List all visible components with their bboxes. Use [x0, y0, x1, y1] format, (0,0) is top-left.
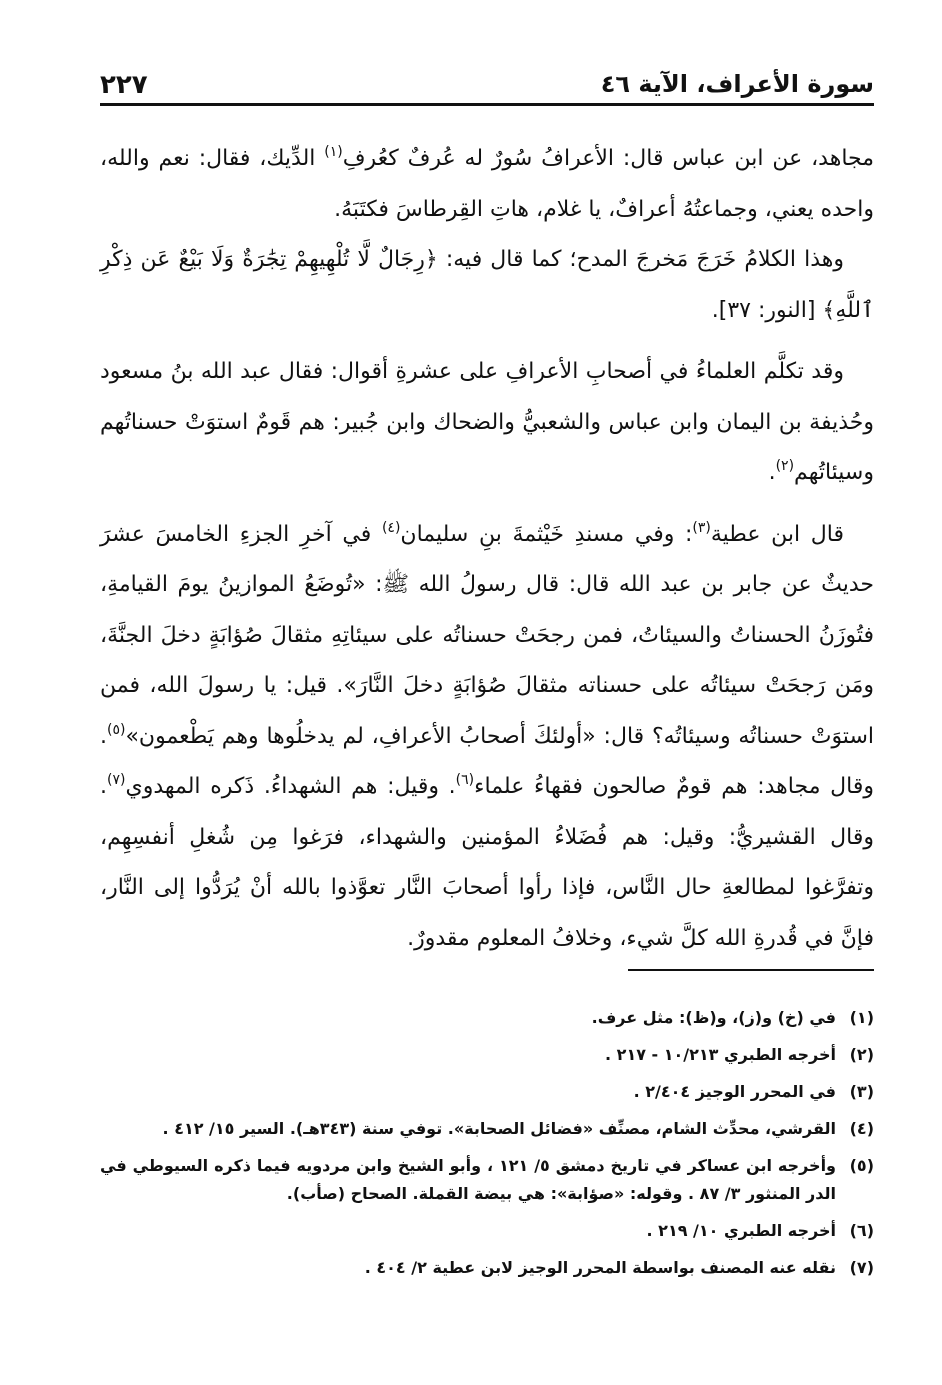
footnote-text: في المحرر الوجيز ٢/٤٠٤ . [633, 1082, 836, 1101]
footnote-number: (٦) [849, 1221, 874, 1240]
footnote-number: (٥) [849, 1156, 874, 1175]
footnote-ref: (٢) [775, 458, 795, 474]
footnotes [100, 1004, 874, 1291]
page-number: ٢٢٧ [100, 70, 148, 100]
footnote [100, 1254, 874, 1282]
footnote-text: أخرجه الطبري ١٠/ ٢١٩ . [646, 1221, 836, 1240]
footnote [100, 1041, 874, 1069]
footnote-separator [628, 969, 874, 971]
paragraph-4: قال ابن عطية$^{(٣)}$: وفي مسندِ خَيْثمةَ بنِ سليمان$^{(٤)}$ في آخرِ الجزءِ الخامسَ عشرَ حديثٌ عن جابر بن عبد الله قال: قال رسولُ الله ﷺ: «تُوضَعُ الموازينُ يومَ القيامةِ، فتُوزَنُ الحسناتُ والسيئاتُ، فمن رجحَتْ حسناتُه على سيئاتِهِ مثقالَ صُؤابَةٍ دخلَ الجنَّةَ، ومَن رَجحَتْ سيئاتُه على حسناته مثقالَ صُؤابَةٍ دخلَ النَّارَ». قيل: يا رسولَ الله، فمن استوَتْ حسناتُه وسيئاتُه؟ قال: «أولئكَ أصحابُ الأعرافِ، لم يدخلُوها وهم يَطْعمون»$^{(٥)}$. وقال مجاهد: هم قومٌ صالحون فقهاءُ علماء$^{(٦)}$. وقيل: هم الشهداءُ. ذَكره المهدوي$^{(٧)}$. وقال القشيريُّ: وقيل: هم فُضَلاءُ المؤمنين والشهداء، فرَغوا مِن شُغلِ أنفسِهِم، وتفرَّغوا لمطالعةِ حال النَّاس، فإذا رأوا أصحابَ النَّار تعوَّذوا بالله أنْ يُرَدُّوا إلى النَّار، فإنَّ في قُدرةِ الله كلَّ شيء، وخلافُ المعلوم مقدورٌ. [100, 519, 875, 951]
footnote-number: (٢) [849, 1045, 874, 1064]
footnote-number: (٧) [849, 1258, 874, 1277]
footnote-text: في (خ) و(ز)، و(ظ): مثل عرف. [591, 1008, 836, 1027]
paragraph-2: وهذا الكلامُ خَرَجَ مَخرجَ المدح؛ كما قال فيه: ﴿رِجَالٌ لَّا تُلْهِيهِمْ تِجَٰرَةٌ وَلَا بَيْعٌ عَن ذِكْرِ ٱللَّهِ﴾ [النور: ٣٧]. [100, 247, 874, 323]
footnote-ref: (٦) [455, 772, 475, 788]
paragraph-1: مجاهد، عن ابن عباس قال: الأعرافُ سُورٌ له عُرفٌ كعُرفِ$^{(١)}$ الدِّيك، فقال: نعم والله، واحده يعني، وجماعتُهُ أعرافٌ، يا غلام، هاتِ القِرطاسَ فكتَبَهُ. [100, 144, 875, 222]
footnote-ref: (٣) [692, 519, 711, 536]
main-text [100, 134, 874, 964]
footnote-ref: (٥) [107, 721, 126, 738]
footnote-text: وأخرجه ابن عساكر في تاريخ دمشق ٥/ ١٢١ ، وأبو الشيخ وابن مردويه فيما ذكره السيوطي في الدر المنثور ٣/ ٨٧ . وقوله: «صؤابة»: هي بيضة القملة. الصحاح (صأب). [100, 1156, 836, 1203]
footnote-number: (٤) [849, 1119, 874, 1138]
footnote [100, 1078, 874, 1106]
footnote-ref: (٤) [381, 519, 401, 536]
page-header [100, 62, 874, 106]
footnote-text: القرشي، محدِّث الشام، مصنِّف «فضائل الصحابة». توفي سنة (٣٤٣هـ). السير ١٥/ ٤١٢ . [162, 1119, 836, 1138]
header-rule [100, 103, 874, 106]
paragraph-3: وقد تكلَّم العلماءُ في أصحابِ الأعرافِ على عشرةِ أقوال: فقال عبد الله بنُ مسعود وحُذيفة بن اليمان وابن عباس والشعبيُّ والضحاك وابن جُبير: هم قَومٌ استوَتْ حسناتُهم وسيئاتُهم$^{(٢)}$. [100, 359, 874, 485]
footnote-text: نقله عنه المصنف بواسطة المحرر الوجيز لابن عطية ٢/ ٤٠٤ . [364, 1258, 836, 1277]
footnote [100, 1115, 874, 1143]
footnote-ref: (١) [324, 144, 343, 160]
footnote-number: (٣) [849, 1082, 874, 1101]
footnote [100, 1004, 874, 1032]
footnote-text: أخرجه الطبري ١٠/٢١٣ - ٢١٧ . [605, 1045, 836, 1064]
running-title: سورة الأعراف، الآية ٤٦ [600, 70, 874, 98]
footnote-ref: (٧) [107, 772, 126, 788]
footnote [100, 1152, 874, 1208]
footnote-number: (١) [849, 1008, 874, 1027]
footnote [100, 1217, 874, 1245]
